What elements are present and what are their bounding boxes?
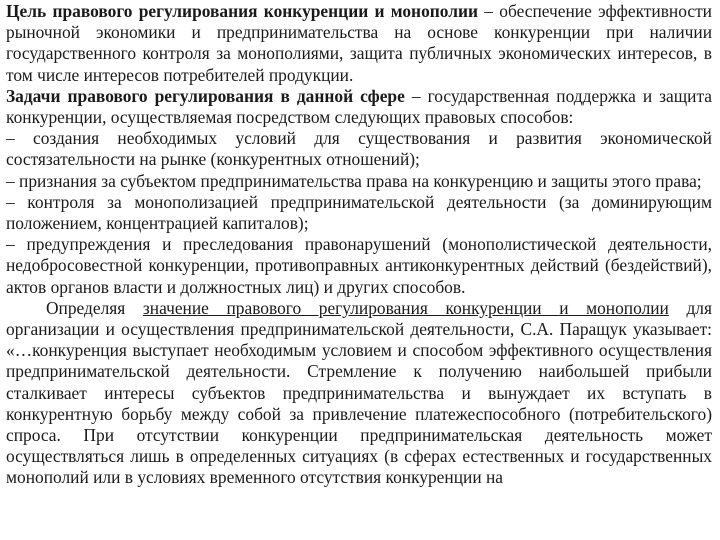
significance-start: Определяя: [46, 297, 143, 318]
significance-underlined: значение правового регулирования конкуренции и монополии: [142, 297, 669, 318]
paragraph-goal: [6, 1, 712, 86]
goal-text: – обеспечение эффективности рыночной экономики и предпринимательства на основе конкуренции при наличии государственного контроля за монополиями, защита публичных экономических интересов, в том числе интересов потребителей продукции.: [6, 1, 712, 85]
significance-text: для организации и осуществления предпринимательской деятельности, С.А. Паращук указывает: «…конкуренция выступает необходимым условием и способом эффективного осуществления предпринимательской деятельности. Стремление к получению наибольшей прибыли сталкивает интересы субъектов предпринимательства и вынуждает их вступать в конкурентную борьбу между собой за привлечение платежеспособного (потребительского) спроса. При отсутствии конкуренции предпринимательская деятельность может осуществляться лишь в определенных ситуациях (в сферах естественных и государственных монополий или в условиях временного отсутствия конкуренции на: [6, 297, 712, 488]
tasks-heading: Задачи правового регулирования в данной сфере: [6, 85, 405, 106]
list-item: – контроля за монополизацией предпринимательской деятельности (за доминирующим положением, концентрацией капиталов);: [6, 191, 712, 234]
list-item: – предупреждения и преследования правонарушений (монополистической деятельности, недобросовестной конкуренции, противоправных антиконкурентных действий (бездействий), актов органов власти и должностных лиц) и других способов.: [6, 234, 712, 297]
goal-heading: Цель правового регулирования конкуренции и монополии: [6, 1, 479, 21]
paragraph-significance: [6, 298, 712, 489]
tasks-text: – государственная поддержка и защита конкуренции, осуществляемая посредством следующих правовых способов:: [6, 85, 713, 128]
paragraph-tasks: [6, 86, 712, 128]
list-item: – создания необходимых условий для существования и развития экономической состязательности на рынке (конкурентных отношений);: [6, 128, 712, 170]
list-item: – признания за субъектом предпринимательства права на конкуренцию и защиты этого права;: [6, 170, 702, 191]
